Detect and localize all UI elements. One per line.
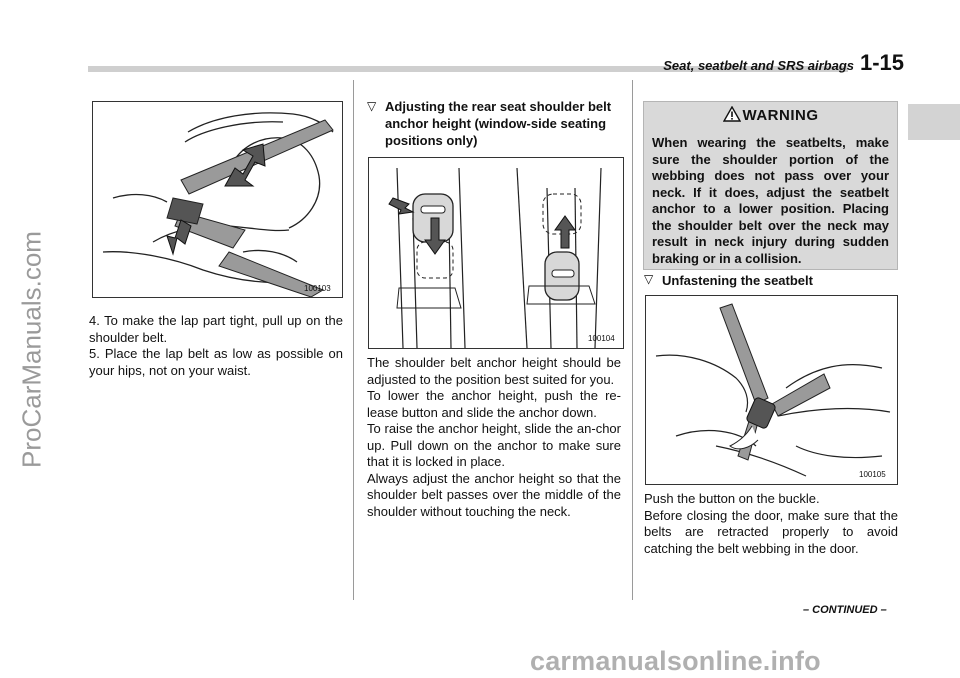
figure-code: 100104 <box>588 334 615 343</box>
paragraph: Push the button on the buckle. <box>644 491 820 506</box>
figure-anchor-adjust <box>368 157 624 349</box>
unfastening-instructions <box>644 491 898 557</box>
figure-code: 100105 <box>859 470 886 479</box>
warning-box <box>643 101 898 270</box>
heading-unfastening <box>644 272 898 289</box>
paragraph: To raise the anchor height, slide the an-chor up. Pull down on the anchor to make sure that it is locked in place. <box>367 421 621 469</box>
warning-text: When wearing the seatbelts, make sure the shoulder portion of the webbing does not pass over your neck. If it does, adjust the seatbelt anchor to a lower position. Placing the shoulder belt over the neck may result in neck injury during sudden braking or in a collision. <box>652 135 889 266</box>
continued-label: – CONTINUED – <box>803 604 887 616</box>
left-steps <box>89 313 343 379</box>
step-5: 5. Place the lap belt as low as possible on your hips, not on your waist. <box>89 346 343 378</box>
paragraph: Always adjust the anchor height so that the shoulder belt passes over the middle of the shoulder without touching the neck. <box>367 470 621 519</box>
heading-marker: ▽ <box>367 99 377 113</box>
page-number: 1-15 <box>860 50 905 75</box>
figure-lap-belt <box>92 101 343 298</box>
figure-code: 100103 <box>304 284 331 293</box>
buckle-illustration <box>646 296 897 484</box>
paragraph: Before closing the door, make sure that the belts are retracted properly to avoid catching the belt webbing in the door. <box>644 507 898 556</box>
anchor-instructions <box>367 355 621 520</box>
paragraph: The shoulder belt anchor height should be adjusted to the position best suited for you. <box>367 355 621 387</box>
watermark-left: ProCarManuals.com <box>16 231 47 468</box>
warning-icon <box>723 106 741 122</box>
heading-anchor-height <box>367 98 621 149</box>
paragraph: To lower the anchor height, push the re-lease button and slide the anchor down. <box>367 388 621 420</box>
section-title: Seat, seatbelt and SRS airbags <box>663 58 854 73</box>
warning-title: WARNING <box>742 107 819 124</box>
lap-belt-illustration <box>93 102 342 297</box>
heading-text: Unfastening the seatbelt <box>662 273 813 288</box>
heading-text: Adjusting the rear seat shoulder belt anchor height (window-side seating positions only) <box>385 99 612 148</box>
anchor-illustration <box>369 158 623 348</box>
column-divider-right <box>632 80 633 600</box>
chapter-tab <box>908 104 960 140</box>
heading-marker: ▽ <box>644 272 654 286</box>
step-4: 4. To make the lap part tight, pull up on the shoulder belt. <box>89 313 343 345</box>
column-divider-left <box>353 80 354 600</box>
watermark-bottom: carmanualsonline.info <box>530 646 821 676</box>
figure-unfastening <box>645 295 898 485</box>
warning-header <box>644 102 897 129</box>
